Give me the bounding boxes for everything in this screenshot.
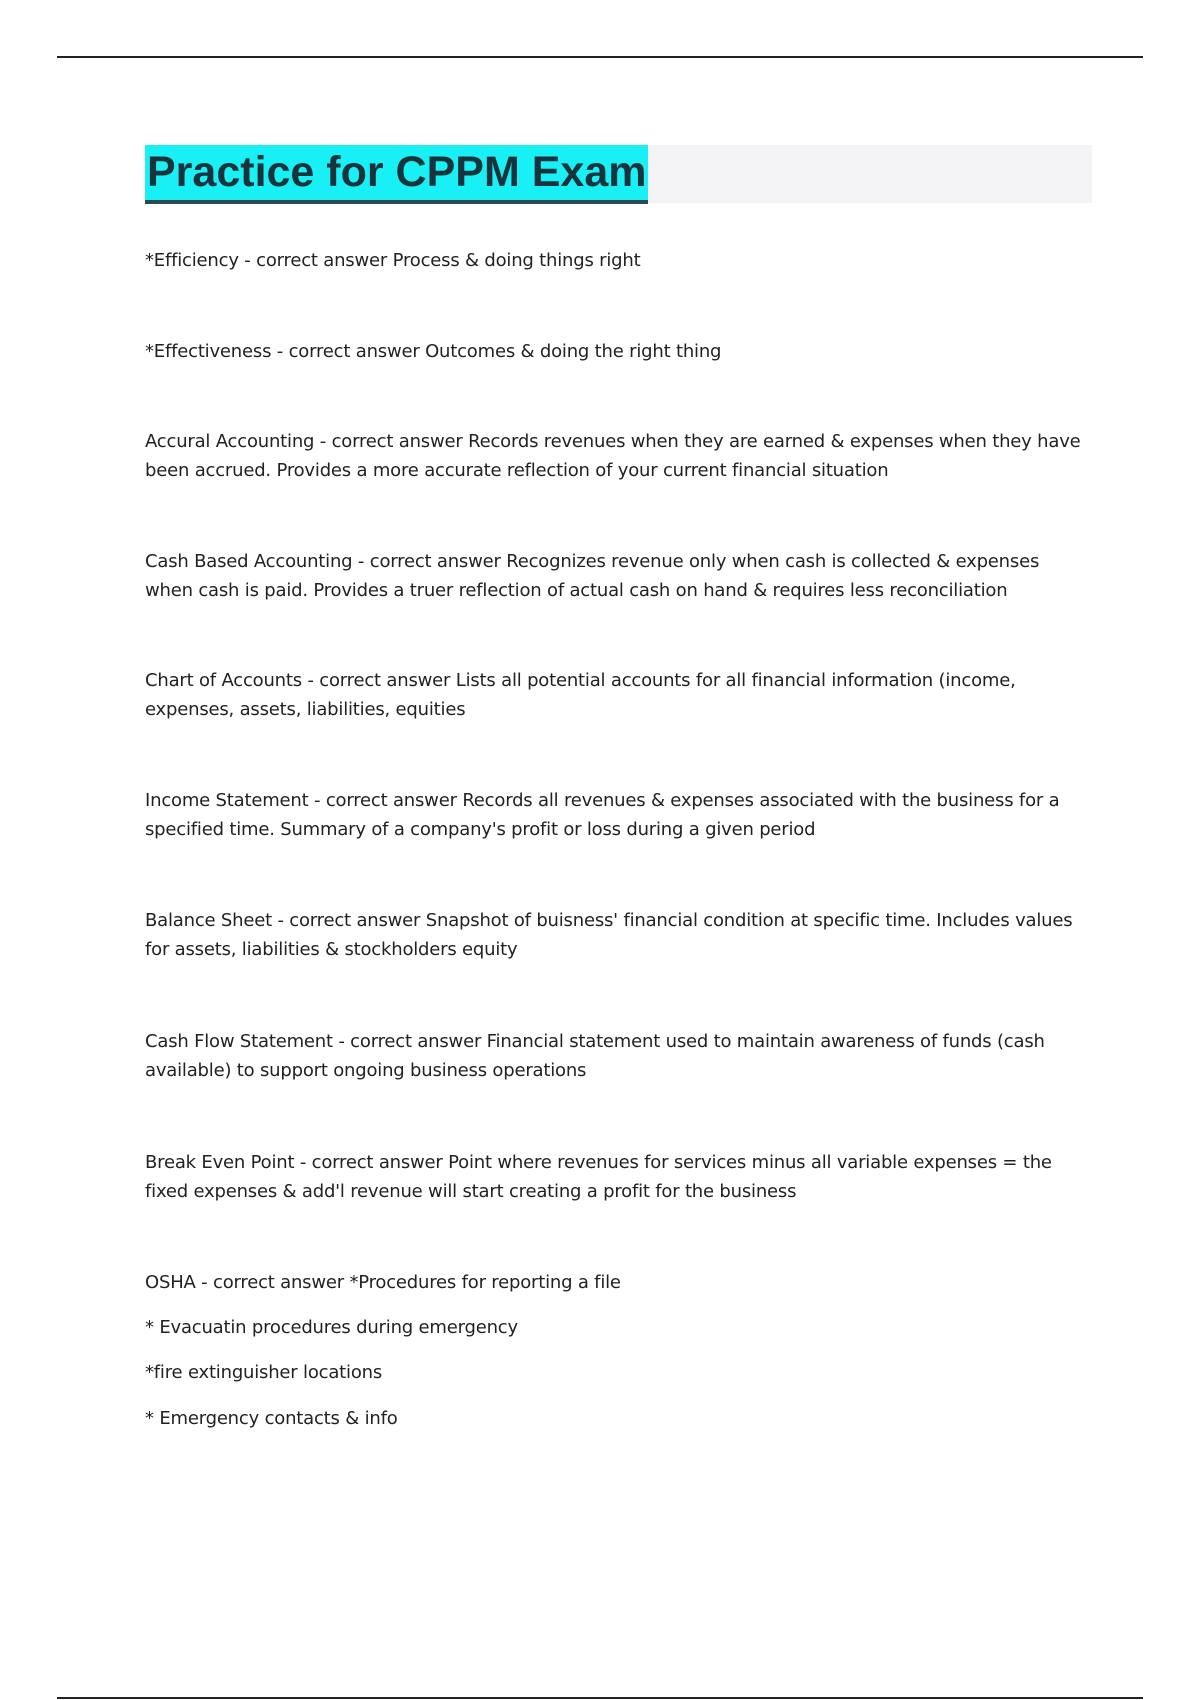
qa-entry-break-even-point <box>145 1148 1090 1206</box>
entry-separator: - correct answer <box>271 341 426 362</box>
entry-answer: Point where revenues for services minus all variable expenses = the fixed expenses & add'l revenue will start creating a profit for the business <box>145 1152 1052 1202</box>
qa-entry-chart-of-accounts <box>145 666 1090 724</box>
entry-term: Income Statement <box>145 790 309 811</box>
entry-separator: - correct answer <box>294 1152 449 1173</box>
entry-answer: Outcomes & doing the right thing <box>425 341 722 362</box>
entry-separator: - correct answer <box>301 670 456 691</box>
entry-term: *Efficiency <box>145 250 239 271</box>
entry-separator: - correct answer <box>238 250 393 271</box>
osha-list-item: * Emergency contacts & info <box>145 1408 398 1429</box>
qa-entry-effectiveness <box>145 337 1090 366</box>
bottom-rule <box>57 1697 1143 1699</box>
entry-term: Cash Flow Statement <box>145 1031 333 1052</box>
entry-separator: - correct answer <box>314 431 469 452</box>
entry-term: Accural Accounting <box>145 431 315 452</box>
qa-entry-cash-flow-statement <box>145 1027 1090 1085</box>
entry-term: Cash Based Accounting <box>145 551 353 572</box>
qa-entry-efficiency <box>145 246 1090 275</box>
entry-term: *Effectiveness <box>145 341 272 362</box>
entry-term: Chart of Accounts <box>145 670 302 691</box>
entry-answer: Records all revenues & expenses associated with the business for a specified time. Summary of a company's profit or loss during a given period <box>145 790 1060 840</box>
qa-entry-income-statement <box>145 786 1090 844</box>
osha-list-item: *fire extinguisher locations <box>145 1362 383 1383</box>
qa-entry-balance-sheet <box>145 906 1090 964</box>
entry-term: Break Even Point <box>145 1152 295 1173</box>
entry-term: OSHA <box>145 1272 196 1293</box>
entry-answer: Records revenues when they are earned & expenses when they have been accrued. Provides a more accurate reflection of your current financial situation <box>145 431 1081 481</box>
entry-answer: Lists all potential accounts for all financial information (income, expenses, assets, liabilities, equities <box>145 670 1016 720</box>
page-title: Practice for CPPM Exam <box>145 145 648 204</box>
qa-entry-cash-based-accounting <box>145 547 1090 605</box>
entry-separator: - correct answer <box>308 790 463 811</box>
osha-list-item: * Evacuatin procedures during emergency <box>145 1317 518 1338</box>
entry-separator: - correct answer <box>332 1031 487 1052</box>
entry-answer: Recognizes revenue only when cash is collected & expenses when cash is paid. Provides a truer reflection of actual cash on hand & requires less reconciliation <box>145 551 1040 601</box>
entry-answer: Snapshot of buisness' financial condition at specific time. Includes values for assets, liabilities & stockholders equity <box>145 910 1073 960</box>
entry-separator: - correct answer <box>195 1272 350 1293</box>
entry-separator: - correct answer <box>271 910 426 931</box>
entry-answer: Financial statement used to maintain awareness of funds (cash available) to support ongoing business operations <box>145 1031 1045 1081</box>
entry-term: Balance Sheet <box>145 910 272 931</box>
entry-separator: - correct answer <box>352 551 507 572</box>
qa-entry-accural-accounting <box>145 427 1090 485</box>
entry-answer: *Procedures for reporting a file <box>349 1272 621 1293</box>
entry-answer: Process & doing things right <box>392 250 641 271</box>
qa-entry-osha <box>145 1268 1090 1297</box>
top-rule <box>57 56 1143 58</box>
